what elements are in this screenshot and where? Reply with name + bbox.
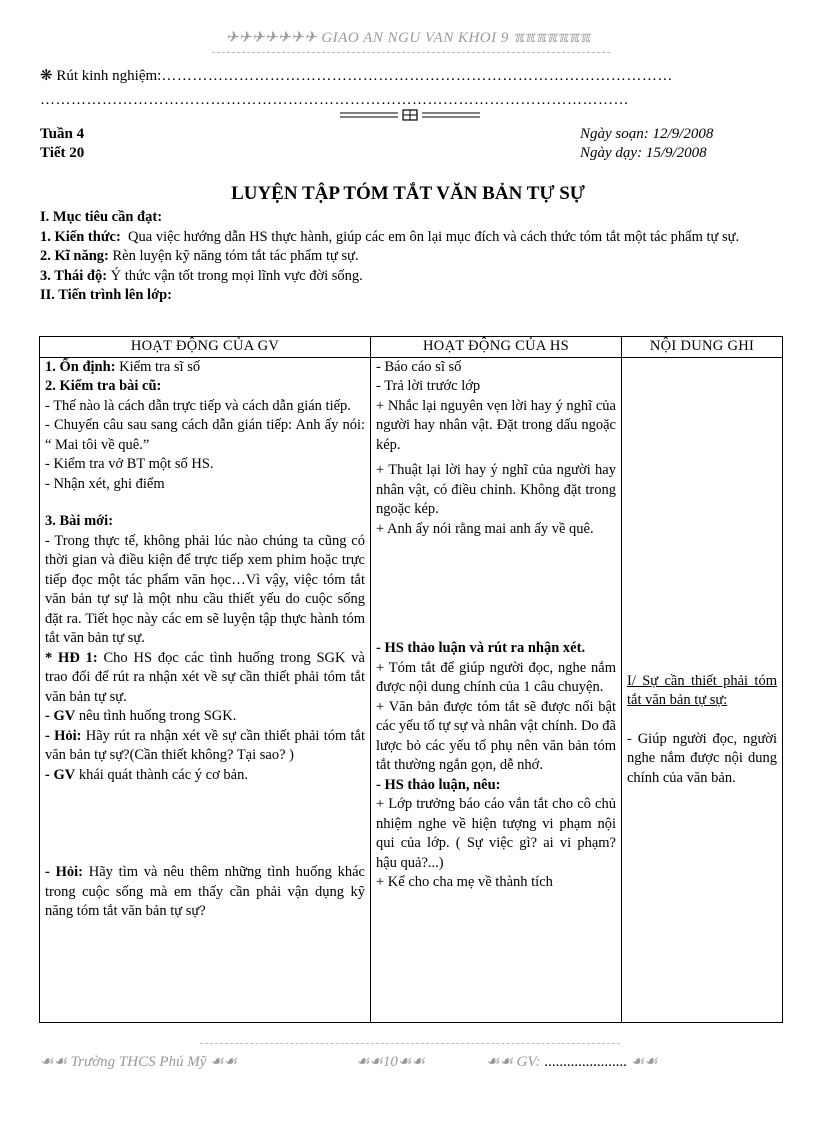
knowledge-text: Qua việc hướng dẫn HS thực hành, giúp các em ôn lại mục đích và cách thức tóm tắt một tác phẩm tự sự.: [128, 228, 740, 245]
prep-date: Ngày soạn: 12/9/2008: [580, 126, 714, 142]
skill-text: Rèn luyện kỹ năng tóm tắt tác phẩm tự sự.: [112, 248, 359, 264]
header-hs: HOẠT ĐỘNG CỦA HS: [371, 337, 622, 358]
kt-item-2: - Chuyển câu sau sang cách dẫn gián tiếp: Anh ấy nói: “ Mai tôi về quê.”: [45, 417, 365, 453]
hs-line-3: + Nhắc lại nguyên vẹn lời hay ý nghĩ của người hay nhân vật. Đặt trong dấu ngoặc kép.: [376, 397, 616, 453]
hs-line-4: + Thuật lại lời hay ý nghĩ của người hay nhân vật, có điều chỉnh. Không đặt trong ngoặc kép.: [376, 462, 616, 517]
attitude-label: 3. Thái độ:: [40, 267, 108, 284]
gv-label: ☙☙ GV:: [486, 1054, 545, 1070]
process-heading: II. Tiến trình lên lớp:: [40, 287, 172, 303]
gv1-text: nêu tình huống trong SGK.: [78, 708, 237, 724]
skill-label: 2. Kĩ năng:: [40, 248, 109, 264]
review-notes: [40, 64, 780, 112]
page-number: ☙☙10☙☙: [356, 1054, 425, 1070]
gv-dots: ......................: [544, 1054, 627, 1070]
week-label: Tuần 4: [40, 126, 85, 142]
hs-line-6: - HS thảo luận và rút ra nhận xét.: [376, 640, 586, 656]
gv2-label: - GV: [45, 766, 76, 783]
notes-heading: I/ Sự cần thiết phải tóm tắt văn bản tự sự:: [627, 672, 777, 708]
header-notes: NỘI DUNG GHI: [622, 337, 783, 358]
review-dots-2: ……………………………………………………………………………………………………: [40, 92, 629, 108]
lesson-table: [39, 336, 783, 1023]
footer-divider: [200, 1043, 620, 1044]
objectives-section: [40, 208, 780, 306]
hoi2-label: - Hỏi:: [45, 864, 83, 880]
header-gv: HOẠT ĐỘNG CỦA GV: [40, 337, 371, 358]
hs-line-8: + Văn bản được tóm tắt sẽ được nổi bật các yếu tố tự sự và nhân vật chính. Do đã lược bỏ các yếu tố phụ nên văn bản tóm tắt thường ngắn gọn, dễ nhớ.: [376, 698, 616, 773]
table-header-row: [40, 337, 783, 358]
kt-item-3: - Kiểm tra vở BT một số HS.: [45, 456, 214, 472]
gv1-label: - GV: [45, 708, 76, 724]
knowledge-label: 1. Kiến thức:: [40, 228, 121, 245]
bai-moi-label: 3. Bài mới:: [45, 513, 114, 529]
bai-moi-text: - Trong thực tế, không phải lúc nào chúng ta cũng có thời gian và điều kiện để trực tiếp xem phim hoặc trực tiếp đọc một tác phẩm văn học…Vì vậy, việc tóm tắt văn bản tự sự là một nhu cầu thiết yếu do cuộc sống đặt ra. Tiết học này các em sẽ luyện tập thực hành tóm tắt văn bản tự sự.: [45, 532, 365, 646]
period-label: Tiết 20: [40, 145, 85, 161]
on-dinh-label: 1. Ổn định:: [45, 358, 116, 375]
gv-activities: [40, 357, 371, 1022]
hoi2-text: Hãy tìm và nêu thêm những tình huống khác trong cuộc sống mà em thấy cần phải vận dụng kỹ năng tóm tắt văn bản tự sự?: [45, 864, 365, 919]
kiem-tra-label: 2. Kiểm tra bài cũ:: [45, 378, 162, 394]
objectives-heading: I. Mục tiêu cần đạt:: [40, 209, 163, 225]
kt-item-4: - Nhận xét, ghi điểm: [45, 475, 165, 492]
kt-item-1: - Thế nào là cách dẫn trực tiếp và cách dẫn gián tiếp.: [45, 397, 351, 414]
hs-line-7: + Tóm tắt để giúp người đọc, nghe nắm được nội dung chính của 1 câu chuyện.: [376, 659, 616, 695]
page-header: ✈✈✈✈✈✈✈ GIAO AN NGU VAN KHOI 9 ℼℼℼℼℼℼℼ: [225, 30, 591, 46]
hs-line-10: + Lớp trưởng báo cáo vắn tắt cho cô chủ nhiệm nghe về hiện tượng vi phạm nội qui của lớp. ( Sự việc gì? ai vi phạm? hậu quả?...): [376, 796, 616, 871]
attitude-text: Ý thức vận tốt trong mọi lĩnh vực đời sống.: [110, 267, 363, 284]
on-dinh-text: Kiểm tra sĩ số: [119, 358, 201, 375]
table-row: [40, 357, 783, 1022]
hs-line-2: - Trả lời trước lớp: [376, 378, 481, 394]
header-divider: [212, 52, 610, 53]
dates: [580, 125, 713, 163]
gv2-text: khái quát thành các ý cơ bản.: [78, 766, 248, 783]
hs-line-9: - HS thảo luận, nêu:: [376, 776, 501, 793]
week-period: [40, 125, 84, 163]
footer-teacher: [486, 1052, 658, 1071]
review-dots-1: ………………………………………………………………………………………: [161, 68, 673, 84]
page-title: LUYỆN TẬP TÓM TẮT VĂN BẢN TỰ SỰ: [231, 183, 585, 204]
hs-line-11: + Kể cho cha mẹ về thành tích: [376, 874, 553, 890]
teach-date: Ngày dạy: 15/9/2008: [580, 145, 707, 161]
star-icon: ❋: [40, 68, 53, 84]
hs-line-5: + Anh ấy nói rằng mai anh ấy về quê.: [376, 520, 594, 537]
hs-activities: [371, 357, 622, 1022]
hoi1-text: Hãy rút ra nhận xét về sự cần thiết phải tóm tắt văn bản tự sự?(Cần thiết không? Tại sao? ): [45, 727, 365, 763]
hd1-text: Cho HS đọc các tình huống trong SGK và trao đổi để rút ra nhận xét về sự cần thiết phải tóm tắt văn bản tự sự.: [45, 649, 365, 705]
gv-end: ☙☙: [626, 1054, 658, 1070]
notes-column: [622, 357, 783, 1022]
footer-school: ☙☙ Trường THCS Phú Mỹ ☙☙: [40, 1054, 238, 1070]
review-label: Rút kinh nghiệm:: [56, 68, 162, 84]
hd1-label: * HĐ 1:: [45, 649, 98, 666]
hs-line-1: - Báo cáo sĩ số: [376, 358, 462, 375]
hoi1-label: - Hỏi:: [45, 727, 82, 744]
notes-text: - Giúp người đọc, người nghe nắm được nội dung chính của văn bản.: [627, 730, 777, 786]
divider-ornament: [340, 108, 480, 122]
